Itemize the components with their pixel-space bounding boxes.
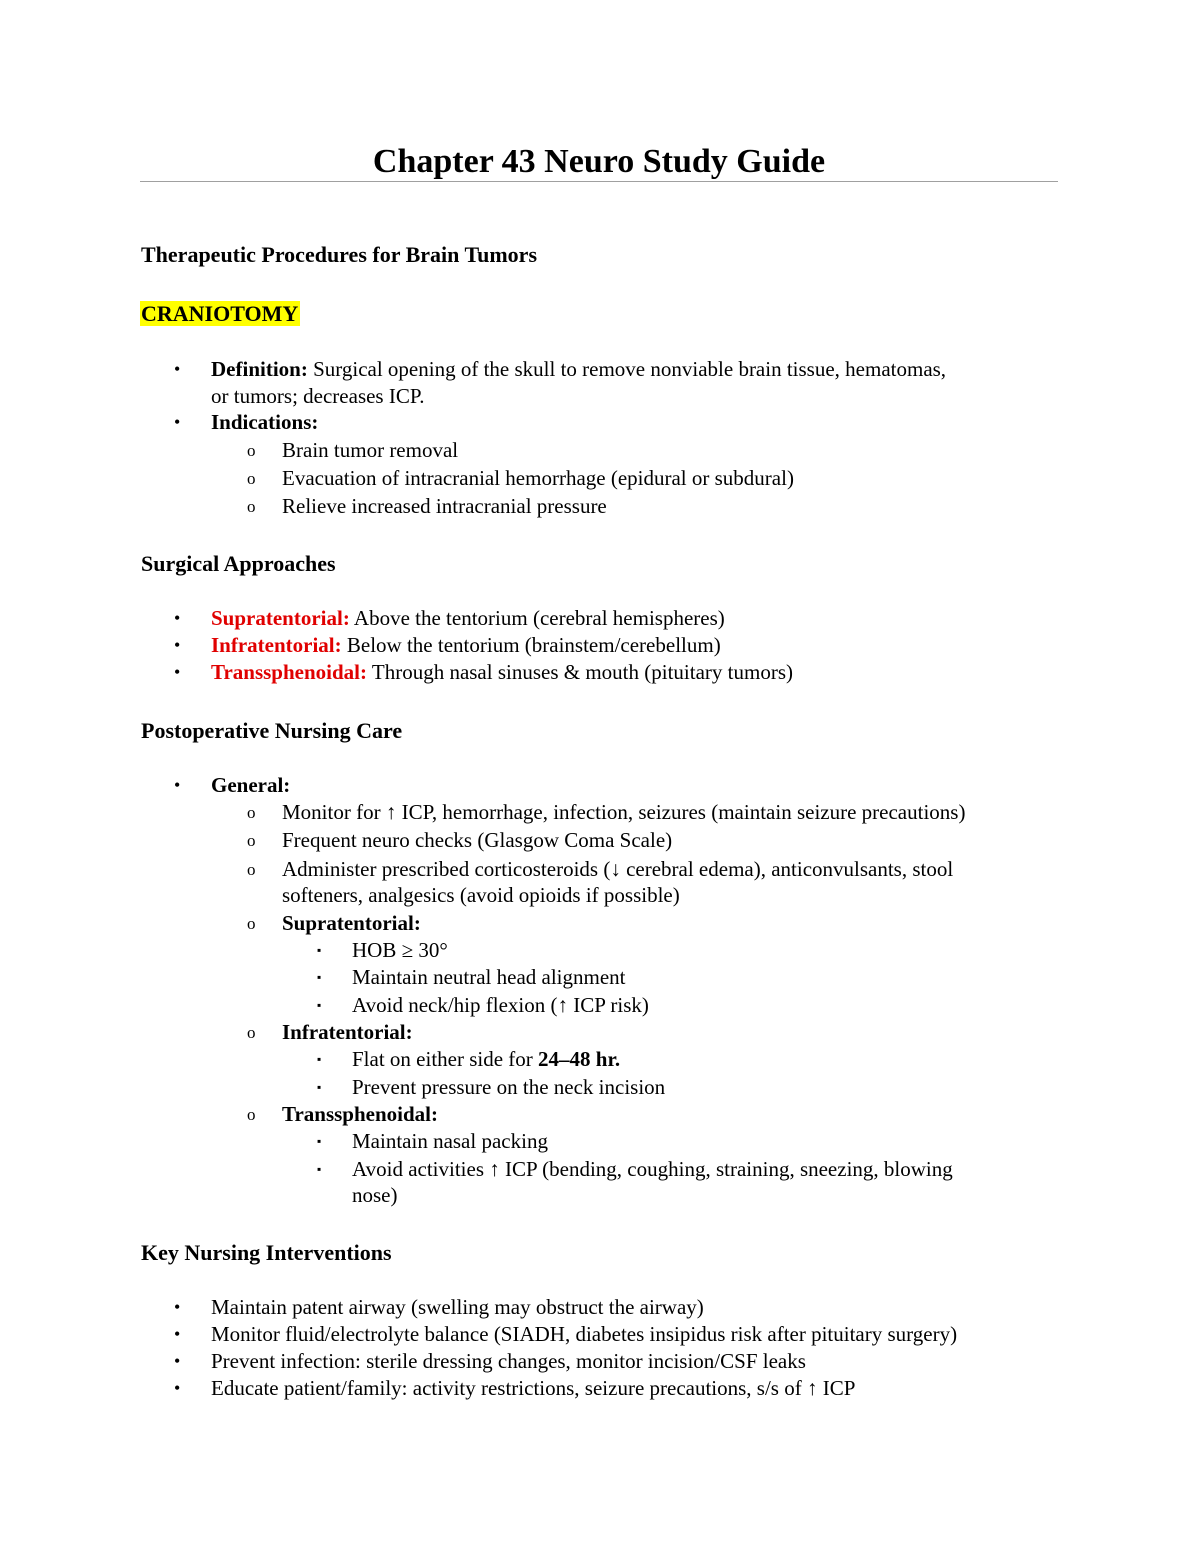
square-marker: ▪ [317,970,322,984]
infratentorial-item-duration: 24–48 hr. [538,1047,621,1071]
section-heading-interventions: Key Nursing Interventions [141,1240,392,1265]
definition-label: Definition: [211,357,308,381]
circle-marker: o [247,497,256,516]
square-marker: ▪ [317,1162,322,1176]
intervention-item: Maintain patent airway (swelling may obstruct the airway) [211,1295,704,1319]
approach-item [211,659,793,686]
definition-line [211,356,946,383]
bullet-marker: • [174,635,181,655]
approach-text: Through nasal sinuses & mouth (pituitary tumors) [367,660,793,684]
square-marker: ▪ [317,1052,322,1066]
bullet-marker: • [174,1324,181,1344]
circle-marker: o [247,441,256,460]
circle-marker: o [247,1105,256,1124]
transsphenoidal-item: Avoid activities ↑ ICP (bending, coughing, straining, sneezing, blowing [352,1157,953,1181]
intervention-item: Monitor fluid/electrolyte balance (SIADH, diabetes insipidus risk after pituitary surgery) [211,1322,958,1346]
general-item-continuation: softeners, analgesics (avoid opioids if possible) [282,883,680,907]
approach-label: Transsphenoidal: [211,660,367,684]
square-marker: ▪ [317,943,322,957]
supratentorial-item: Maintain neutral head alignment [352,965,626,989]
supratentorial-item: HOB ≥ 30° [352,938,448,962]
title-underline [140,181,1058,182]
supratentorial-label: Supratentorial: [282,911,421,935]
approach-label: Supratentorial: [211,606,350,630]
indication-item: Brain tumor removal [282,438,459,462]
transsphenoidal-item: Maintain nasal packing [352,1129,548,1153]
bullet-marker: • [174,775,181,795]
approach-label: Infratentorial: [211,633,342,657]
bullet-marker: • [174,1378,181,1398]
general-item: Administer prescribed corticosteroids (↓ cerebral edema), anticonvulsants, stool [282,857,954,881]
circle-marker: o [247,1023,256,1042]
bullet-marker: • [174,359,181,379]
approach-text: Above the tentorium (cerebral hemispheres) [349,606,725,630]
section-heading-approaches: Surgical Approaches [141,551,336,576]
circle-marker: o [247,831,256,850]
definition-continuation: or tumors; decreases ICP. [211,384,425,408]
infratentorial-item [352,1046,620,1073]
approach-item [211,605,725,632]
bullet-marker: • [174,412,181,432]
bullet-marker: • [174,1297,181,1317]
highlighted-heading: CRANIOTOMY [141,301,299,326]
supratentorial-item: Avoid neck/hip flexion (↑ ICP risk) [352,993,649,1017]
infratentorial-item-text: Flat on either side for [352,1047,539,1071]
intervention-item: Prevent infection: sterile dressing changes, monitor incision/CSF leaks [211,1349,806,1373]
intervention-item: Educate patient/family: activity restrictions, seizure precautions, s/s of ↑ ICP [211,1376,856,1400]
square-marker: ▪ [317,1080,322,1094]
infratentorial-item: Prevent pressure on the neck incision [352,1075,666,1099]
page-title: Chapter 43 Neuro Study Guide [372,143,826,180]
bullet-marker: • [174,1351,181,1371]
circle-marker: o [247,469,256,488]
indication-item: Evacuation of intracranial hemorrhage (epidural or subdural) [282,466,794,490]
transsphenoidal-label: Transsphenoidal: [282,1102,438,1126]
indications-label: Indications: [211,410,319,434]
approach-text: Below the tentorium (brainstem/cerebellum) [341,633,721,657]
circle-marker: o [247,914,256,933]
bullet-marker: • [174,662,181,682]
transsphenoidal-item-continuation: nose) [352,1183,398,1207]
square-marker: ▪ [317,998,322,1012]
circle-marker: o [247,860,256,879]
bullet-marker: • [174,608,181,628]
definition-text: Surgical opening of the skull to remove nonviable brain tissue, hematomas, [307,357,947,381]
general-item: Frequent neuro checks (Glasgow Coma Scale) [282,828,673,852]
general-label: General: [211,773,291,797]
craniotomy-heading [141,300,300,328]
section-heading-therapeutic: Therapeutic Procedures for Brain Tumors [141,242,537,267]
general-item: Monitor for ↑ ICP, hemorrhage, infection, seizures (maintain seizure precautions) [282,800,966,824]
indication-item: Relieve increased intracranial pressure [282,494,607,518]
infratentorial-label: Infratentorial: [282,1020,413,1044]
square-marker: ▪ [317,1134,322,1148]
section-heading-postop: Postoperative Nursing Care [141,718,403,743]
circle-marker: o [247,803,256,822]
approach-item [211,632,721,659]
